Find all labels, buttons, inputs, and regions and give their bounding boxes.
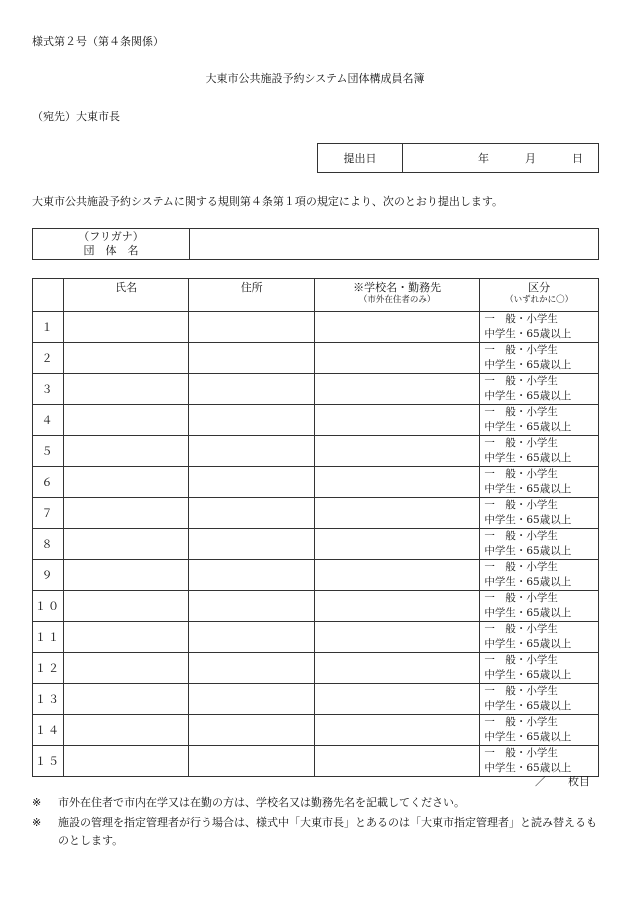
category-options[interactable] (480, 746, 599, 777)
member-school-field[interactable] (314, 312, 479, 343)
document-title: 大東市公共施設予約システム団体構成員名簿 (205, 72, 425, 85)
note-item (32, 814, 602, 850)
row-number: ３ (33, 374, 64, 405)
member-name-field[interactable] (63, 591, 189, 622)
member-address-field[interactable] (189, 529, 315, 560)
member-school-field[interactable] (314, 684, 479, 715)
member-address-field[interactable] (189, 467, 315, 498)
category-option-line2: 中学生・65歳以上 (484, 359, 572, 371)
note-item (32, 794, 602, 812)
category-options[interactable] (480, 498, 599, 529)
member-name-field[interactable] (63, 467, 189, 498)
category-option-line1: 一 般・小学生 (484, 561, 558, 573)
table-row (33, 312, 599, 343)
category-options[interactable] (480, 715, 599, 746)
member-name-field[interactable] (63, 715, 189, 746)
table-row (33, 653, 599, 684)
row-number: ９ (33, 560, 64, 591)
table-row (33, 405, 599, 436)
row-number: ７ (33, 498, 64, 529)
member-name-field[interactable] (63, 684, 189, 715)
group-name-field[interactable] (190, 229, 599, 260)
category-option-line2: 中学生・65歳以上 (484, 607, 572, 619)
submission-date-label: 提出日 (318, 144, 403, 173)
category-options[interactable] (480, 529, 599, 560)
table-row (33, 622, 599, 653)
category-option-line2: 中学生・65歳以上 (484, 452, 572, 464)
member-school-field[interactable] (314, 405, 479, 436)
category-options[interactable] (480, 622, 599, 653)
row-number: ６ (33, 467, 64, 498)
row-number: １０ (33, 591, 64, 622)
row-number: ４ (33, 405, 64, 436)
member-roster-table (32, 278, 599, 777)
table-row (33, 591, 599, 622)
category-option-line2: 中学生・65歳以上 (484, 514, 572, 526)
member-address-field[interactable] (189, 498, 315, 529)
category-options[interactable] (480, 591, 599, 622)
row-number: １ (33, 312, 64, 343)
category-option-line1: 一 般・小学生 (484, 623, 558, 635)
category-header (480, 279, 599, 312)
row-number: ２ (33, 343, 64, 374)
category-option-line2: 中学生・65歳以上 (484, 731, 572, 743)
furigana-label: （フリガナ） (78, 230, 144, 243)
category-options[interactable] (480, 374, 599, 405)
member-address-field[interactable] (189, 560, 315, 591)
address-header: 住所 (189, 279, 315, 312)
member-name-field[interactable] (63, 560, 189, 591)
member-address-field[interactable] (189, 746, 315, 777)
row-number: １５ (33, 746, 64, 777)
member-name-field[interactable] (63, 746, 189, 777)
member-name-field[interactable] (63, 529, 189, 560)
member-address-field[interactable] (189, 343, 315, 374)
note-mark: ※ (32, 816, 42, 829)
table-row (33, 529, 599, 560)
row-number: １３ (33, 684, 64, 715)
table-row (33, 684, 599, 715)
member-address-field[interactable] (189, 405, 315, 436)
category-option-line1: 一 般・小学生 (484, 716, 558, 728)
member-address-field[interactable] (189, 312, 315, 343)
table-row (33, 560, 599, 591)
submission-date-table (317, 143, 599, 173)
school-header-note: （市外在住者のみ） (358, 295, 436, 305)
member-school-field[interactable] (314, 622, 479, 653)
month-label: 月 (525, 152, 536, 165)
table-row (33, 343, 599, 374)
category-options[interactable] (480, 684, 599, 715)
category-option-line1: 一 般・小学生 (484, 375, 558, 387)
day-label: 日 (572, 152, 583, 165)
group-name-table (32, 228, 599, 260)
member-address-field[interactable] (189, 715, 315, 746)
year-label: 年 (478, 152, 489, 165)
intro-statement: 大東市公共施設予約システムに関する規則第４条第１項の規定により、次のとおり提出します。 (32, 195, 504, 208)
category-option-line1: 一 般・小学生 (484, 344, 558, 356)
category-options[interactable] (480, 436, 599, 467)
member-school-field[interactable] (314, 560, 479, 591)
member-school-field[interactable] (314, 498, 479, 529)
category-option-line1: 一 般・小学生 (484, 313, 558, 325)
row-number: １２ (33, 653, 64, 684)
note-mark: ※ (32, 796, 42, 809)
member-address-field[interactable] (189, 684, 315, 715)
row-number: ５ (33, 436, 64, 467)
category-option-line2: 中学生・65歳以上 (484, 328, 572, 340)
addressee: （宛先）大東市長 (32, 110, 120, 123)
table-row (33, 436, 599, 467)
table-row (33, 498, 599, 529)
member-school-field[interactable] (314, 436, 479, 467)
page-count: ／ 枚目 (535, 775, 590, 788)
member-name-field[interactable] (63, 436, 189, 467)
category-option-line2: 中学生・65歳以上 (484, 483, 572, 495)
category-option-line1: 一 般・小学生 (484, 530, 558, 542)
member-school-field[interactable] (314, 653, 479, 684)
group-name-label (33, 229, 190, 260)
category-option-line1: 一 般・小学生 (484, 747, 558, 759)
category-option-line2: 中学生・65歳以上 (484, 762, 572, 774)
category-option-line1: 一 般・小学生 (484, 437, 558, 449)
member-school-field[interactable] (314, 715, 479, 746)
category-option-line1: 一 般・小学生 (484, 406, 558, 418)
member-name-field[interactable] (63, 405, 189, 436)
category-option-line1: 一 般・小学生 (484, 468, 558, 480)
name-header: 氏名 (63, 279, 189, 312)
member-name-field[interactable] (63, 498, 189, 529)
table-row (33, 374, 599, 405)
roster-header-row (33, 279, 599, 312)
category-option-line2: 中学生・65歳以上 (484, 700, 572, 712)
row-number: １４ (33, 715, 64, 746)
member-school-field[interactable] (314, 746, 479, 777)
member-address-field[interactable] (189, 436, 315, 467)
category-options[interactable] (480, 312, 599, 343)
submission-date-field[interactable] (403, 144, 599, 173)
category-options[interactable] (480, 467, 599, 498)
note-text: 市外在住者で市内在学又は在勤の方は、学校名又は勤務先名を記載してください。 (58, 796, 465, 809)
group-name-caption: 団 体 名 (83, 244, 139, 257)
category-options[interactable] (480, 343, 599, 374)
school-header (314, 279, 479, 312)
category-option-line2: 中学生・65歳以上 (484, 669, 572, 681)
table-row (33, 467, 599, 498)
category-option-line1: 一 般・小学生 (484, 499, 558, 511)
member-school-field[interactable] (314, 591, 479, 622)
row-number: ８ (33, 529, 64, 560)
member-name-field[interactable] (63, 343, 189, 374)
category-option-line1: 一 般・小学生 (484, 685, 558, 697)
table-row (33, 715, 599, 746)
category-option-line2: 中学生・65歳以上 (484, 545, 572, 557)
member-address-field[interactable] (189, 653, 315, 684)
form-number: 様式第２号（第４条関係） (32, 35, 164, 48)
category-option-line1: 一 般・小学生 (484, 592, 558, 604)
member-school-field[interactable] (314, 467, 479, 498)
notes (32, 794, 602, 852)
member-name-field[interactable] (63, 653, 189, 684)
member-address-field[interactable] (189, 374, 315, 405)
category-option-line2: 中学生・65歳以上 (484, 638, 572, 650)
category-option-line2: 中学生・65歳以上 (484, 390, 572, 402)
category-option-line2: 中学生・65歳以上 (484, 421, 572, 433)
member-school-field[interactable] (314, 374, 479, 405)
table-row (33, 746, 599, 777)
member-address-field[interactable] (189, 591, 315, 622)
member-name-field[interactable] (63, 312, 189, 343)
category-options[interactable] (480, 560, 599, 591)
member-school-field[interactable] (314, 343, 479, 374)
category-options[interactable] (480, 405, 599, 436)
school-header-label: ※学校名・勤務先 (353, 281, 442, 294)
category-header-label: 区分 (528, 281, 551, 294)
member-school-field[interactable] (314, 529, 479, 560)
category-options[interactable] (480, 653, 599, 684)
category-option-line2: 中学生・65歳以上 (484, 576, 572, 588)
number-header (33, 279, 64, 312)
member-address-field[interactable] (189, 622, 315, 653)
note-text: 施設の管理を指定管理者が行う場合は、様式中「大東市長」とあるのは「大東市指定管理者」と読み替えるものとします。 (58, 816, 597, 847)
row-number: １１ (33, 622, 64, 653)
category-header-note: （いずれかに〇） (505, 295, 574, 305)
member-name-field[interactable] (63, 622, 189, 653)
category-option-line1: 一 般・小学生 (484, 654, 558, 666)
member-name-field[interactable] (63, 374, 189, 405)
